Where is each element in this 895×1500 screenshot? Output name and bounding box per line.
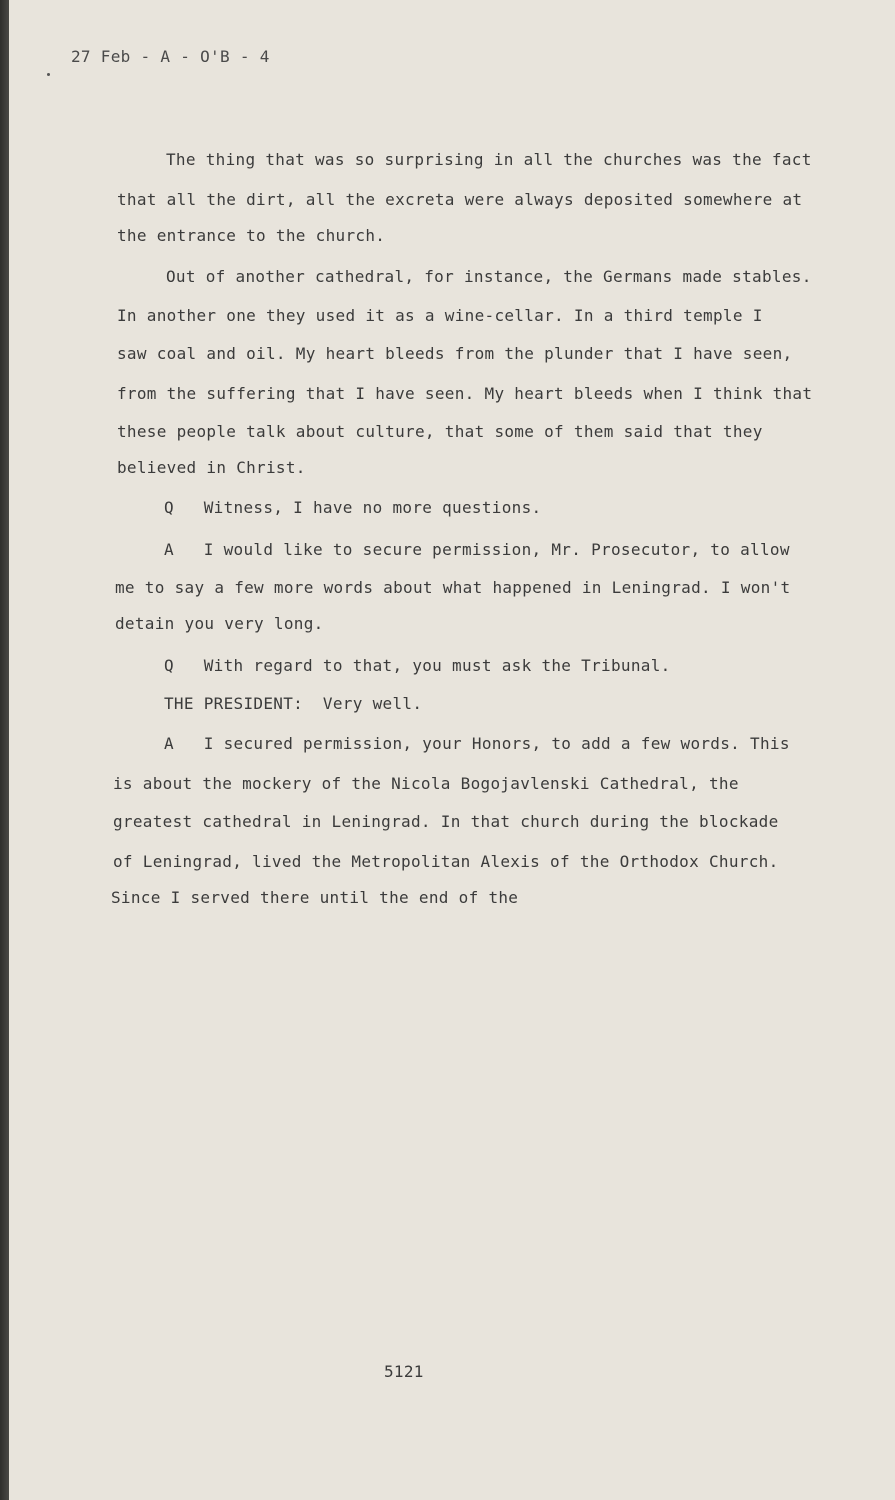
document-page [9,0,895,1500]
text-line: Q With regard to that, you must ask the Tribunal. [164,656,671,675]
text-line: THE PRESIDENT: Very well. [164,694,423,713]
text-line: is about the mockery of the Nicola Bogojavlenski Cathedral, the [113,774,739,793]
page-edge [0,0,9,1500]
text-line: me to say a few more words about what happened in Leningrad. I won't [115,578,791,597]
ink-speck [47,73,50,76]
text-line: Since I served there until the end of the [111,888,519,907]
text-line: Q Witness, I have no more questions. [164,498,542,517]
text-line: Out of another cathedral, for instance, the Germans made stables. [166,267,812,286]
text-line: The thing that was so surprising in all the churches was the fact [166,150,812,169]
text-line: the entrance to the church. [117,226,386,245]
text-line: A I would like to secure permission, Mr. Prosecutor, to allow [164,540,790,559]
text-line: of Leningrad, lived the Metropolitan Alexis of the Orthodox Church. [113,852,779,871]
text-line: from the suffering that I have seen. My heart bleeds when I think that [117,384,813,403]
text-line: that all the dirt, all the excreta were always deposited somewhere at [117,190,803,209]
text-line: greatest cathedral in Leningrad. In that church during the blockade [113,812,779,831]
text-line: A I secured permission, your Honors, to add a few words. This [164,734,790,753]
page-number: 5121 [384,1362,424,1381]
text-line: detain you very long. [115,614,324,633]
text-line: saw coal and oil. My heart bleeds from the plunder that I have seen, [117,344,793,363]
page-header: 27 Feb - A - O'B - 4 [71,47,270,66]
text-line: In another one they used it as a wine-cellar. In a third temple I [117,306,763,325]
text-line: believed in Christ. [117,458,306,477]
text-line: these people talk about culture, that some of them said that they [117,422,763,441]
